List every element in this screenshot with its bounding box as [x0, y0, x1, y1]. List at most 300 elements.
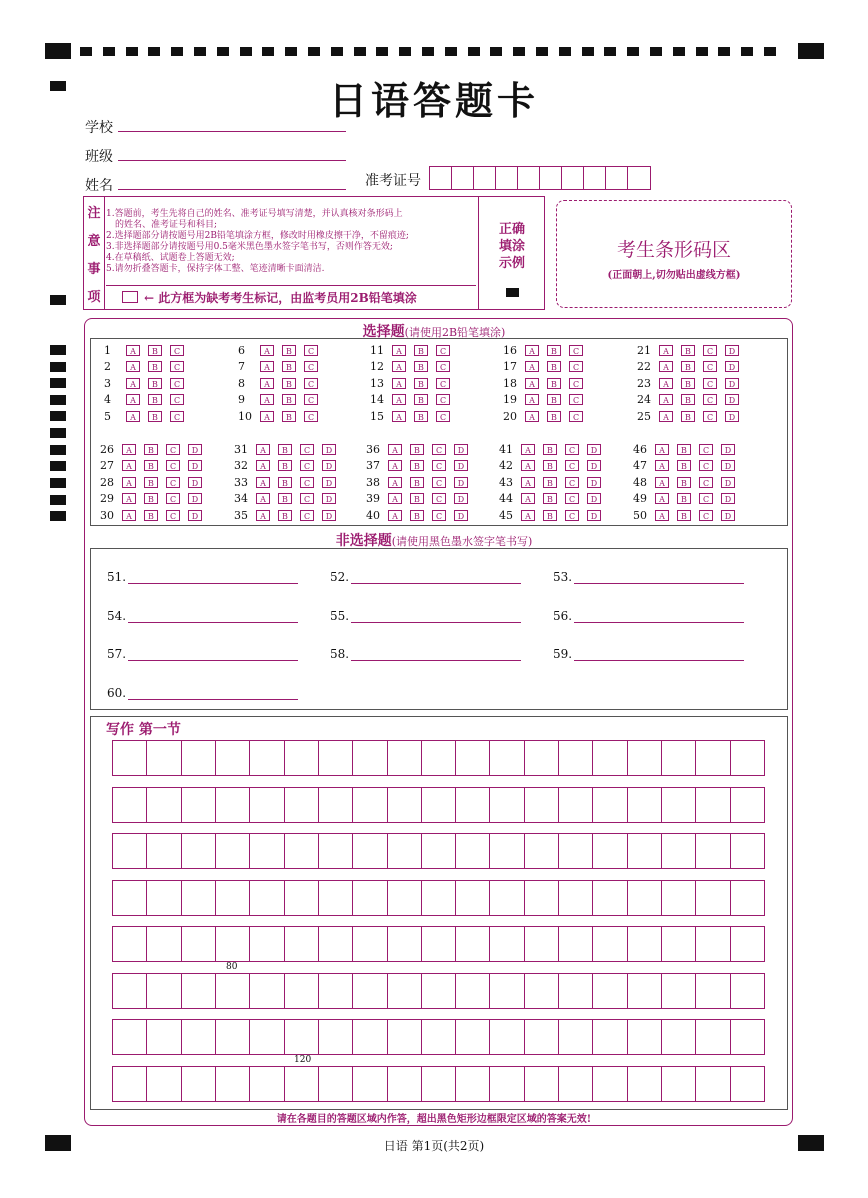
option-bubble[interactable]: B — [278, 510, 292, 521]
writing-cell[interactable] — [731, 881, 764, 915]
option-bubble[interactable]: A — [655, 477, 669, 488]
writing-cell[interactable] — [216, 741, 250, 775]
writing-cell[interactable] — [216, 1020, 250, 1054]
option-bubble[interactable]: B — [547, 361, 561, 372]
option-bubble[interactable]: A — [392, 378, 406, 389]
option-bubble[interactable]: C — [699, 510, 713, 521]
writing-cell[interactable] — [422, 1020, 456, 1054]
option-bubble[interactable]: C — [432, 493, 446, 504]
option-bubble[interactable]: A — [126, 345, 140, 356]
option-bubble[interactable]: A — [122, 510, 136, 521]
writing-cell[interactable] — [250, 741, 284, 775]
option-bubble[interactable]: C — [432, 510, 446, 521]
option-bubble[interactable]: C — [436, 361, 450, 372]
option-bubble[interactable]: B — [148, 345, 162, 356]
option-bubble[interactable]: A — [126, 378, 140, 389]
writing-cell[interactable] — [216, 881, 250, 915]
option-bubble[interactable]: A — [388, 493, 402, 504]
writing-cell[interactable] — [182, 1067, 216, 1101]
option-bubble[interactable]: B — [278, 444, 292, 455]
option-bubble[interactable]: D — [188, 444, 202, 455]
writing-cell[interactable] — [593, 741, 627, 775]
writing-cell[interactable] — [113, 788, 147, 822]
writing-cell[interactable] — [353, 881, 387, 915]
option-bubble[interactable]: A — [256, 477, 270, 488]
writing-cell[interactable] — [353, 741, 387, 775]
writing-cell[interactable] — [319, 1020, 353, 1054]
writing-cell[interactable] — [628, 1067, 662, 1101]
writing-cell[interactable] — [662, 741, 696, 775]
writing-cell[interactable] — [525, 1020, 559, 1054]
option-bubble[interactable]: B — [144, 510, 158, 521]
option-bubble[interactable]: B — [278, 477, 292, 488]
option-bubble[interactable]: B — [547, 378, 561, 389]
option-bubble[interactable]: D — [188, 493, 202, 504]
option-bubble[interactable]: B — [148, 378, 162, 389]
option-bubble[interactable]: A — [388, 510, 402, 521]
writing-cell[interactable] — [388, 1020, 422, 1054]
option-bubble[interactable]: C — [304, 378, 318, 389]
writing-cell[interactable] — [353, 1020, 387, 1054]
option-bubble[interactable]: C — [432, 460, 446, 471]
option-bubble[interactable]: B — [677, 444, 691, 455]
option-bubble[interactable]: A — [521, 477, 535, 488]
option-bubble[interactable]: B — [543, 444, 557, 455]
name-field[interactable] — [118, 189, 346, 190]
option-bubble[interactable]: A — [388, 460, 402, 471]
writing-cell[interactable] — [593, 927, 627, 961]
writing-cell[interactable] — [490, 1020, 524, 1054]
option-bubble[interactable]: C — [166, 477, 180, 488]
writing-cell[interactable] — [388, 788, 422, 822]
school-field[interactable] — [118, 131, 346, 132]
option-bubble[interactable]: B — [543, 510, 557, 521]
option-bubble[interactable]: C — [703, 345, 717, 356]
option-bubble[interactable]: B — [547, 394, 561, 405]
option-bubble[interactable]: B — [543, 477, 557, 488]
option-bubble[interactable]: B — [410, 493, 424, 504]
writing-cell[interactable] — [559, 927, 593, 961]
writing-cell[interactable] — [696, 1067, 730, 1101]
writing-cell[interactable] — [696, 834, 730, 868]
writing-grid-row[interactable] — [112, 973, 765, 1009]
option-bubble[interactable]: B — [414, 411, 428, 422]
writing-cell[interactable] — [559, 881, 593, 915]
writing-cell[interactable] — [422, 881, 456, 915]
option-bubble[interactable]: D — [454, 460, 468, 471]
answer-line[interactable] — [107, 646, 298, 661]
option-bubble[interactable]: C — [699, 493, 713, 504]
option-bubble[interactable]: A — [122, 493, 136, 504]
option-bubble[interactable]: D — [322, 477, 336, 488]
writing-cell[interactable] — [388, 881, 422, 915]
writing-cell[interactable] — [285, 927, 319, 961]
writing-cell[interactable] — [559, 1067, 593, 1101]
option-bubble[interactable]: A — [388, 477, 402, 488]
writing-cell[interactable] — [593, 1020, 627, 1054]
option-bubble[interactable]: B — [681, 361, 695, 372]
writing-cell[interactable] — [250, 834, 284, 868]
option-bubble[interactable]: D — [721, 493, 735, 504]
writing-cell[interactable] — [662, 834, 696, 868]
writing-cell[interactable] — [147, 1067, 181, 1101]
option-bubble[interactable]: C — [436, 378, 450, 389]
option-bubble[interactable]: C — [300, 444, 314, 455]
option-bubble[interactable]: B — [677, 493, 691, 504]
writing-cell[interactable] — [388, 834, 422, 868]
option-bubble[interactable]: B — [144, 444, 158, 455]
option-bubble[interactable]: A — [256, 460, 270, 471]
option-bubble[interactable]: A — [525, 361, 539, 372]
option-bubble[interactable]: A — [392, 394, 406, 405]
answer-line[interactable] — [107, 569, 298, 584]
option-bubble[interactable]: A — [122, 460, 136, 471]
option-bubble[interactable]: B — [681, 345, 695, 356]
writing-cell[interactable] — [319, 1067, 353, 1101]
writing-cell[interactable] — [319, 788, 353, 822]
option-bubble[interactable]: C — [436, 345, 450, 356]
option-bubble[interactable]: C — [703, 378, 717, 389]
option-bubble[interactable]: B — [278, 460, 292, 471]
option-bubble[interactable]: C — [170, 378, 184, 389]
option-bubble[interactable]: A — [659, 411, 673, 422]
option-bubble[interactable]: C — [300, 460, 314, 471]
writing-cell[interactable] — [559, 974, 593, 1008]
writing-cell[interactable] — [628, 741, 662, 775]
option-bubble[interactable]: C — [304, 411, 318, 422]
option-bubble[interactable]: B — [282, 361, 296, 372]
writing-cell[interactable] — [628, 974, 662, 1008]
writing-cell[interactable] — [388, 974, 422, 1008]
option-bubble[interactable]: B — [677, 477, 691, 488]
writing-cell[interactable] — [353, 1067, 387, 1101]
writing-grid-row[interactable] — [112, 1066, 765, 1102]
option-bubble[interactable]: C — [699, 460, 713, 471]
writing-cell[interactable] — [593, 834, 627, 868]
option-bubble[interactable]: C — [170, 394, 184, 405]
writing-cell[interactable] — [319, 741, 353, 775]
writing-cell[interactable] — [250, 1020, 284, 1054]
writing-cell[interactable] — [147, 974, 181, 1008]
writing-grid-row[interactable] — [112, 880, 765, 916]
writing-cell[interactable] — [662, 881, 696, 915]
writing-cell[interactable] — [456, 1067, 490, 1101]
writing-cell[interactable] — [525, 1067, 559, 1101]
writing-cell[interactable] — [388, 741, 422, 775]
option-bubble[interactable]: D — [721, 444, 735, 455]
option-bubble[interactable]: A — [388, 444, 402, 455]
writing-cell[interactable] — [559, 788, 593, 822]
writing-cell[interactable] — [182, 741, 216, 775]
writing-cell[interactable] — [490, 1067, 524, 1101]
option-bubble[interactable]: A — [521, 510, 535, 521]
option-bubble[interactable]: C — [300, 477, 314, 488]
option-bubble[interactable]: B — [677, 510, 691, 521]
option-bubble[interactable]: A — [525, 394, 539, 405]
option-bubble[interactable]: A — [521, 460, 535, 471]
writing-cell[interactable] — [216, 1067, 250, 1101]
writing-cell[interactable] — [182, 927, 216, 961]
option-bubble[interactable]: B — [410, 510, 424, 521]
writing-cell[interactable] — [696, 927, 730, 961]
option-bubble[interactable]: C — [166, 510, 180, 521]
writing-cell[interactable] — [525, 741, 559, 775]
option-bubble[interactable]: A — [122, 444, 136, 455]
writing-cell[interactable] — [490, 927, 524, 961]
writing-cell[interactable] — [319, 881, 353, 915]
absent-checkbox[interactable] — [122, 291, 138, 303]
option-bubble[interactable]: C — [565, 510, 579, 521]
writing-cell[interactable] — [559, 1020, 593, 1054]
option-bubble[interactable]: A — [659, 394, 673, 405]
option-bubble[interactable]: B — [282, 411, 296, 422]
writing-cell[interactable] — [285, 834, 319, 868]
option-bubble[interactable]: A — [260, 378, 274, 389]
option-bubble[interactable]: B — [547, 345, 561, 356]
option-bubble[interactable]: A — [659, 361, 673, 372]
option-bubble[interactable]: A — [525, 411, 539, 422]
writing-cell[interactable] — [182, 881, 216, 915]
writing-cell[interactable] — [422, 788, 456, 822]
writing-cell[interactable] — [319, 927, 353, 961]
writing-cell[interactable] — [456, 834, 490, 868]
writing-cell[interactable] — [113, 881, 147, 915]
option-bubble[interactable]: C — [569, 411, 583, 422]
writing-cell[interactable] — [731, 788, 764, 822]
writing-cell[interactable] — [696, 1020, 730, 1054]
writing-cell[interactable] — [113, 1020, 147, 1054]
writing-cell[interactable] — [113, 927, 147, 961]
option-bubble[interactable]: A — [659, 378, 673, 389]
option-bubble[interactable]: D — [725, 394, 739, 405]
option-bubble[interactable]: A — [260, 345, 274, 356]
option-bubble[interactable]: D — [322, 444, 336, 455]
writing-cell[interactable] — [525, 927, 559, 961]
option-bubble[interactable]: C — [703, 394, 717, 405]
writing-cell[interactable] — [559, 741, 593, 775]
writing-cell[interactable] — [731, 974, 764, 1008]
option-bubble[interactable]: A — [392, 361, 406, 372]
writing-cell[interactable] — [490, 741, 524, 775]
option-bubble[interactable]: B — [148, 394, 162, 405]
option-bubble[interactable]: C — [170, 345, 184, 356]
option-bubble[interactable]: D — [587, 493, 601, 504]
option-bubble[interactable]: C — [300, 510, 314, 521]
option-bubble[interactable]: B — [547, 411, 561, 422]
option-bubble[interactable]: C — [166, 493, 180, 504]
writing-cell[interactable] — [422, 834, 456, 868]
writing-cell[interactable] — [490, 881, 524, 915]
writing-cell[interactable] — [525, 881, 559, 915]
writing-cell[interactable] — [250, 788, 284, 822]
option-bubble[interactable]: B — [144, 477, 158, 488]
writing-cell[interactable] — [250, 881, 284, 915]
writing-cell[interactable] — [319, 834, 353, 868]
answer-line[interactable] — [107, 608, 298, 623]
option-bubble[interactable]: A — [659, 345, 673, 356]
option-bubble[interactable]: B — [278, 493, 292, 504]
writing-cell[interactable] — [662, 1020, 696, 1054]
option-bubble[interactable]: B — [148, 361, 162, 372]
writing-cell[interactable] — [182, 788, 216, 822]
option-bubble[interactable]: D — [725, 378, 739, 389]
writing-grid-row[interactable] — [112, 926, 765, 962]
writing-cell[interactable] — [628, 1020, 662, 1054]
option-bubble[interactable]: C — [300, 493, 314, 504]
writing-cell[interactable] — [422, 974, 456, 1008]
option-bubble[interactable]: B — [543, 460, 557, 471]
answer-line[interactable] — [553, 569, 744, 584]
option-bubble[interactable]: C — [699, 444, 713, 455]
writing-cell[interactable] — [182, 1020, 216, 1054]
writing-cell[interactable] — [285, 741, 319, 775]
option-bubble[interactable]: C — [170, 411, 184, 422]
option-bubble[interactable]: D — [454, 477, 468, 488]
option-bubble[interactable]: C — [703, 411, 717, 422]
option-bubble[interactable]: B — [414, 345, 428, 356]
option-bubble[interactable]: B — [677, 460, 691, 471]
writing-grid-row[interactable] — [112, 787, 765, 823]
writing-cell[interactable] — [559, 834, 593, 868]
writing-cell[interactable] — [147, 881, 181, 915]
writing-cell[interactable] — [628, 834, 662, 868]
writing-cell[interactable] — [628, 881, 662, 915]
writing-cell[interactable] — [422, 741, 456, 775]
option-bubble[interactable]: C — [569, 361, 583, 372]
writing-cell[interactable] — [525, 834, 559, 868]
answer-line[interactable] — [107, 685, 298, 700]
writing-cell[interactable] — [662, 1067, 696, 1101]
writing-cell[interactable] — [147, 1020, 181, 1054]
option-bubble[interactable]: C — [569, 394, 583, 405]
writing-cell[interactable] — [731, 741, 764, 775]
writing-cell[interactable] — [456, 788, 490, 822]
option-bubble[interactable]: C — [565, 460, 579, 471]
writing-cell[interactable] — [285, 1020, 319, 1054]
option-bubble[interactable]: D — [188, 477, 202, 488]
writing-cell[interactable] — [285, 974, 319, 1008]
writing-cell[interactable] — [696, 788, 730, 822]
option-bubble[interactable]: A — [126, 361, 140, 372]
option-bubble[interactable]: A — [392, 411, 406, 422]
option-bubble[interactable]: D — [725, 411, 739, 422]
option-bubble[interactable]: D — [721, 460, 735, 471]
option-bubble[interactable]: A — [256, 510, 270, 521]
writing-cell[interactable] — [662, 927, 696, 961]
writing-cell[interactable] — [250, 1067, 284, 1101]
option-bubble[interactable]: D — [322, 493, 336, 504]
option-bubble[interactable]: D — [587, 477, 601, 488]
option-bubble[interactable]: C — [166, 460, 180, 471]
option-bubble[interactable]: B — [144, 460, 158, 471]
option-bubble[interactable]: C — [565, 477, 579, 488]
option-bubble[interactable]: D — [721, 477, 735, 488]
option-bubble[interactable]: A — [126, 411, 140, 422]
writing-cell[interactable] — [696, 974, 730, 1008]
option-bubble[interactable]: A — [521, 444, 535, 455]
option-bubble[interactable]: C — [699, 477, 713, 488]
option-bubble[interactable]: A — [260, 394, 274, 405]
writing-cell[interactable] — [456, 927, 490, 961]
option-bubble[interactable]: C — [565, 444, 579, 455]
option-bubble[interactable]: B — [282, 394, 296, 405]
option-bubble[interactable]: A — [256, 493, 270, 504]
writing-cell[interactable] — [731, 834, 764, 868]
option-bubble[interactable]: A — [122, 477, 136, 488]
option-bubble[interactable]: D — [322, 510, 336, 521]
answer-line[interactable] — [553, 608, 744, 623]
option-bubble[interactable]: A — [655, 510, 669, 521]
option-bubble[interactable]: D — [587, 510, 601, 521]
writing-cell[interactable] — [113, 1067, 147, 1101]
writing-cell[interactable] — [525, 788, 559, 822]
writing-cell[interactable] — [353, 927, 387, 961]
option-bubble[interactable]: C — [436, 394, 450, 405]
writing-cell[interactable] — [731, 1020, 764, 1054]
option-bubble[interactable]: A — [655, 444, 669, 455]
option-bubble[interactable]: D — [721, 510, 735, 521]
writing-cell[interactable] — [388, 927, 422, 961]
writing-cell[interactable] — [490, 834, 524, 868]
writing-cell[interactable] — [250, 974, 284, 1008]
option-bubble[interactable]: B — [144, 493, 158, 504]
writing-cell[interactable] — [285, 881, 319, 915]
option-bubble[interactable]: B — [414, 378, 428, 389]
writing-cell[interactable] — [147, 927, 181, 961]
option-bubble[interactable]: B — [410, 444, 424, 455]
writing-cell[interactable] — [147, 834, 181, 868]
writing-cell[interactable] — [696, 881, 730, 915]
writing-cell[interactable] — [422, 927, 456, 961]
writing-cell[interactable] — [662, 974, 696, 1008]
option-bubble[interactable]: A — [256, 444, 270, 455]
writing-cell[interactable] — [388, 1067, 422, 1101]
writing-cell[interactable] — [731, 1067, 764, 1101]
answer-line[interactable] — [330, 569, 521, 584]
writing-cell[interactable] — [216, 974, 250, 1008]
writing-cell[interactable] — [731, 927, 764, 961]
option-bubble[interactable]: A — [521, 493, 535, 504]
writing-cell[interactable] — [250, 927, 284, 961]
option-bubble[interactable]: B — [414, 394, 428, 405]
option-bubble[interactable]: C — [304, 361, 318, 372]
option-bubble[interactable]: A — [260, 361, 274, 372]
option-bubble[interactable]: B — [681, 411, 695, 422]
writing-cell[interactable] — [147, 788, 181, 822]
writing-cell[interactable] — [285, 788, 319, 822]
writing-cell[interactable] — [422, 1067, 456, 1101]
option-bubble[interactable]: B — [282, 345, 296, 356]
writing-cell[interactable] — [593, 788, 627, 822]
option-bubble[interactable]: A — [655, 460, 669, 471]
writing-cell[interactable] — [182, 974, 216, 1008]
option-bubble[interactable]: A — [392, 345, 406, 356]
option-bubble[interactable]: A — [525, 345, 539, 356]
option-bubble[interactable]: C — [569, 378, 583, 389]
option-bubble[interactable]: B — [414, 361, 428, 372]
writing-cell[interactable] — [628, 788, 662, 822]
option-bubble[interactable]: D — [725, 361, 739, 372]
option-bubble[interactable]: D — [587, 444, 601, 455]
writing-cell[interactable] — [696, 741, 730, 775]
writing-grid-row[interactable] — [112, 1019, 765, 1055]
option-bubble[interactable]: D — [188, 460, 202, 471]
writing-grid-row[interactable] — [112, 740, 765, 776]
writing-cell[interactable] — [182, 834, 216, 868]
option-bubble[interactable]: D — [188, 510, 202, 521]
writing-cell[interactable] — [319, 974, 353, 1008]
writing-cell[interactable] — [456, 741, 490, 775]
